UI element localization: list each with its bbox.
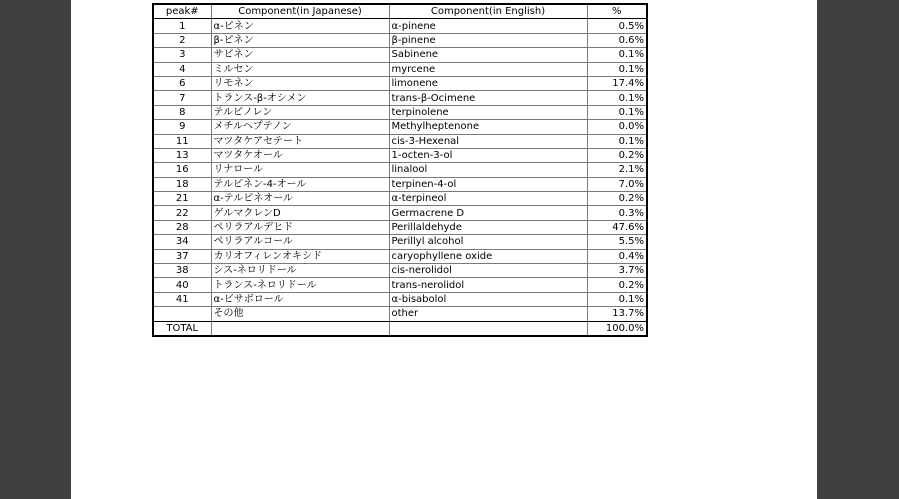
peak-cell: 21 <box>153 192 211 206</box>
table-row <box>153 264 647 278</box>
english-name-cell: cis-nerolidol <box>389 264 587 278</box>
peak-cell: 40 <box>153 278 211 292</box>
english-name-cell: Methylheptenone <box>389 120 587 134</box>
english-name-cell: caryophyllene oxide <box>389 249 587 263</box>
english-name-cell: terpinen-4-ol <box>389 177 587 191</box>
table-row <box>153 292 647 306</box>
japanese-name-cell: マツタケオール <box>211 148 389 162</box>
percent-cell: 0.1% <box>587 62 647 76</box>
english-name-cell: linalool <box>389 163 587 177</box>
japanese-name-cell: シス-ネロリドール <box>211 264 389 278</box>
japanese-name-cell: メチルヘプテノン <box>211 120 389 134</box>
total-label-cell: TOTAL <box>153 321 211 336</box>
japanese-name-cell: リモネン <box>211 76 389 90</box>
peak-cell: 38 <box>153 264 211 278</box>
japanese-name-cell: α-ピネン <box>211 19 389 33</box>
table-row <box>153 278 647 292</box>
header-component-japanese: Component(in Japanese) <box>211 4 389 19</box>
percent-cell: 0.1% <box>587 105 647 119</box>
total-pct-cell: 100.0% <box>587 321 647 336</box>
english-name-cell: Perillaldehyde <box>389 220 587 234</box>
percent-cell: 0.0% <box>587 120 647 134</box>
percent-cell: 17.4% <box>587 76 647 90</box>
table-row-total <box>153 321 647 336</box>
japanese-name-cell: テルピノレン <box>211 105 389 119</box>
table-row <box>153 134 647 148</box>
peak-cell: 8 <box>153 105 211 119</box>
table-row <box>153 249 647 263</box>
table-body <box>153 19 647 307</box>
peak-cell: 22 <box>153 206 211 220</box>
peak-cell: 37 <box>153 249 211 263</box>
english-name-cell: Germacrene D <box>389 206 587 220</box>
peak-cell: 34 <box>153 235 211 249</box>
japanese-name-cell: β-ピネン <box>211 33 389 47</box>
peak-cell: 9 <box>153 120 211 134</box>
components-table <box>152 3 648 337</box>
percent-cell: 0.6% <box>587 33 647 47</box>
other-pct-cell: 13.7% <box>587 307 647 321</box>
document-page <box>71 0 817 499</box>
percent-cell: 0.3% <box>587 206 647 220</box>
japanese-name-cell: α-テルピネオール <box>211 192 389 206</box>
japanese-name-cell: リナロール <box>211 163 389 177</box>
peak-cell: 4 <box>153 62 211 76</box>
japanese-name-cell: トランス-β-オシメン <box>211 91 389 105</box>
japanese-name-cell: トランス-ネロリドール <box>211 278 389 292</box>
total-jp-cell <box>211 321 389 336</box>
percent-cell: 0.2% <box>587 278 647 292</box>
peak-cell: 41 <box>153 292 211 306</box>
table-row <box>153 91 647 105</box>
percent-cell: 0.1% <box>587 134 647 148</box>
table-row <box>153 220 647 234</box>
peak-cell: 2 <box>153 33 211 47</box>
english-name-cell: α-terpineol <box>389 192 587 206</box>
percent-cell: 7.0% <box>587 177 647 191</box>
peak-cell: 3 <box>153 48 211 62</box>
peak-cell: 13 <box>153 148 211 162</box>
table-row <box>153 192 647 206</box>
table-row <box>153 120 647 134</box>
english-name-cell: α-bisabolol <box>389 292 587 306</box>
english-name-cell: cis-3-Hexenal <box>389 134 587 148</box>
percent-cell: 0.1% <box>587 48 647 62</box>
english-name-cell: terpinolene <box>389 105 587 119</box>
japanese-name-cell: ゲルマクレンD <box>211 206 389 220</box>
peak-cell: 28 <box>153 220 211 234</box>
table-row <box>153 62 647 76</box>
table-row <box>153 235 647 249</box>
table-row <box>153 148 647 162</box>
table-row <box>153 33 647 47</box>
other-peak-cell <box>153 307 211 321</box>
english-name-cell: Perillyl alcohol <box>389 235 587 249</box>
peak-cell: 16 <box>153 163 211 177</box>
table-row <box>153 177 647 191</box>
japanese-name-cell: テルピネン-4-オール <box>211 177 389 191</box>
table-row-other <box>153 307 647 321</box>
english-name-cell: trans-β-Ocimene <box>389 91 587 105</box>
english-name-cell: 1-octen-3-ol <box>389 148 587 162</box>
table-row <box>153 19 647 33</box>
japanese-name-cell: サビネン <box>211 48 389 62</box>
percent-cell: 0.5% <box>587 19 647 33</box>
english-name-cell: α-pinene <box>389 19 587 33</box>
percent-cell: 0.1% <box>587 292 647 306</box>
japanese-name-cell: α-ビサボロール <box>211 292 389 306</box>
percent-cell: 3.7% <box>587 264 647 278</box>
percent-cell: 0.4% <box>587 249 647 263</box>
header-percent: % <box>587 4 647 19</box>
percent-cell: 0.1% <box>587 91 647 105</box>
percent-cell: 2.1% <box>587 163 647 177</box>
peak-cell: 1 <box>153 19 211 33</box>
english-name-cell: β-pinene <box>389 33 587 47</box>
other-en-cell: other <box>389 307 587 321</box>
header-component-english: Component(in English) <box>389 4 587 19</box>
table-row <box>153 206 647 220</box>
total-en-cell <box>389 321 587 336</box>
peak-cell: 7 <box>153 91 211 105</box>
peak-cell: 11 <box>153 134 211 148</box>
percent-cell: 0.2% <box>587 148 647 162</box>
english-name-cell: myrcene <box>389 62 587 76</box>
english-name-cell: limonene <box>389 76 587 90</box>
other-jp-cell: その他 <box>211 307 389 321</box>
table-row <box>153 163 647 177</box>
japanese-name-cell: カリオフィレンオキシド <box>211 249 389 263</box>
table-row <box>153 48 647 62</box>
peak-cell: 18 <box>153 177 211 191</box>
english-name-cell: trans-nerolidol <box>389 278 587 292</box>
table-row <box>153 105 647 119</box>
peak-cell: 6 <box>153 76 211 90</box>
table-header-row <box>153 4 647 19</box>
percent-cell: 47.6% <box>587 220 647 234</box>
japanese-name-cell: ミルセン <box>211 62 389 76</box>
percent-cell: 5.5% <box>587 235 647 249</box>
japanese-name-cell: ペリラアルコール <box>211 235 389 249</box>
japanese-name-cell: ペリラアルデヒド <box>211 220 389 234</box>
english-name-cell: Sabinene <box>389 48 587 62</box>
table-row <box>153 76 647 90</box>
header-peak: peak# <box>153 4 211 19</box>
percent-cell: 0.2% <box>587 192 647 206</box>
japanese-name-cell: マツタケアセテート <box>211 134 389 148</box>
